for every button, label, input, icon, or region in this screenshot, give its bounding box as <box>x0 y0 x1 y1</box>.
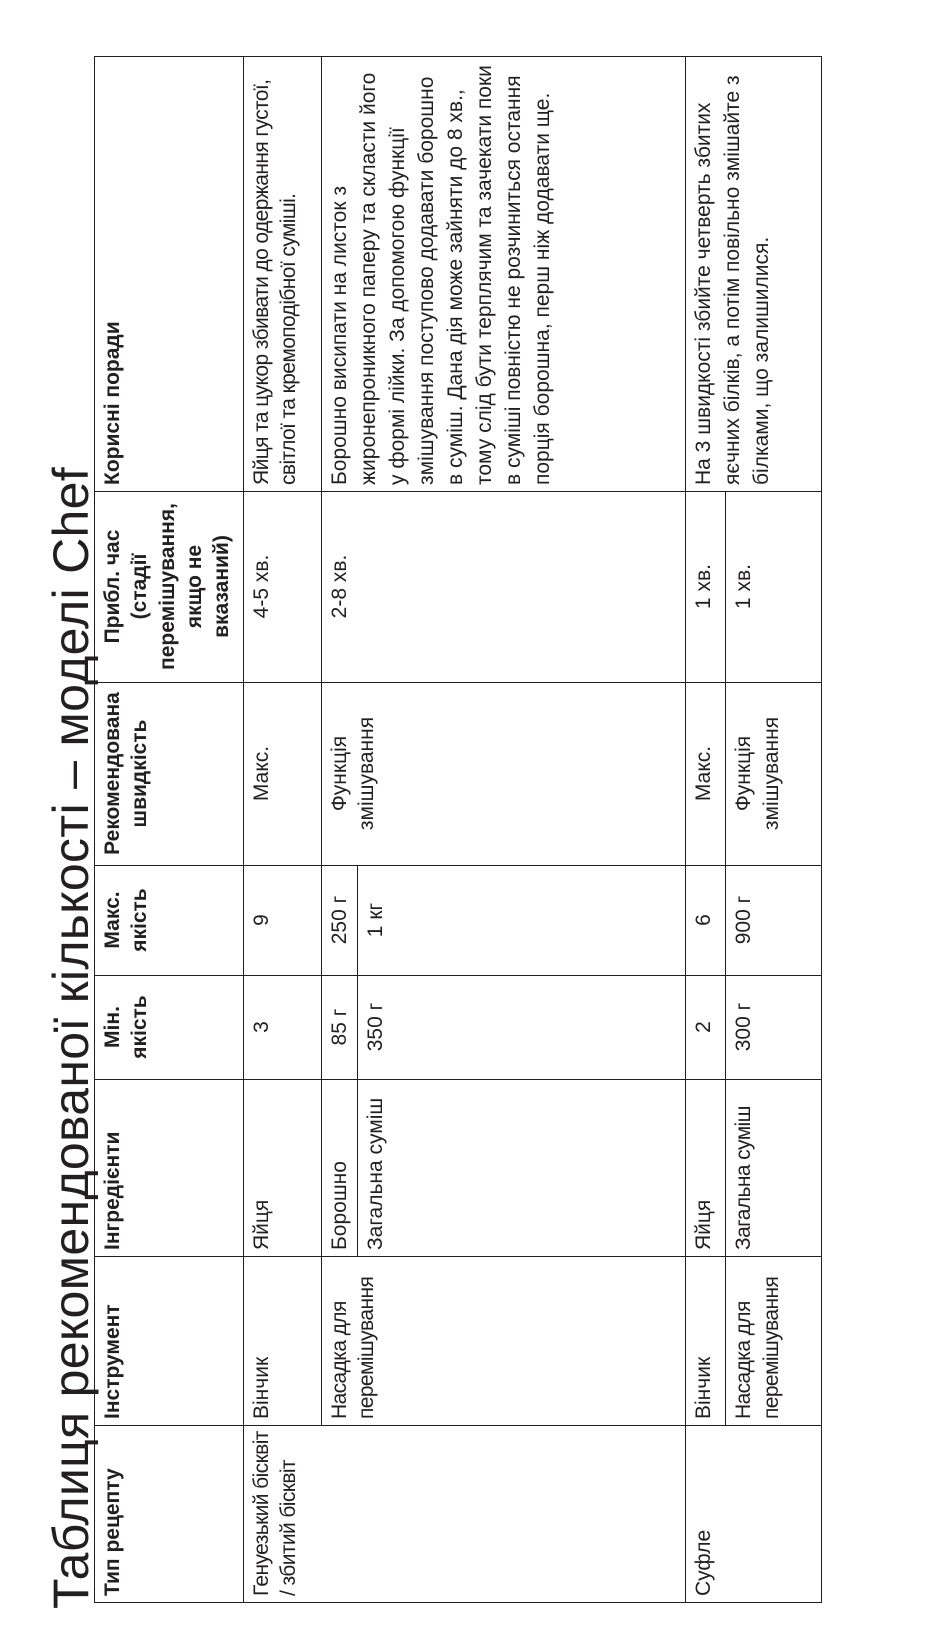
time-cell: 2-8 хв. <box>322 492 686 683</box>
tool-cell: Вінчик <box>244 1257 322 1426</box>
time-cell: 4-5 хв. <box>244 492 322 683</box>
tool-cell: Вінчик <box>686 1257 726 1426</box>
ingredient-cell: Яйця <box>244 1080 322 1257</box>
header-min-qty: Мін. якість <box>95 976 244 1080</box>
tip-cell: Яйця та цукор збивати до одержання густої, світлої та кремоподібної суміші. <box>244 57 322 492</box>
max-qty-cell: 250 г <box>322 866 358 976</box>
table-header-row <box>95 57 244 1603</box>
min-qty-cell: 2 <box>686 976 726 1080</box>
tool-cell: Насадка для перемішування <box>322 1257 686 1426</box>
speed-cell: Макс. <box>686 683 726 866</box>
ingredient-cell: Загальна суміш <box>726 1080 822 1257</box>
ingredient-cell: Яйця <box>686 1080 726 1257</box>
max-qty-cell: 1 кг <box>358 866 686 976</box>
header-recipe-type: Тип рецепту <box>95 1426 244 1603</box>
table-row <box>686 57 726 1603</box>
recipe-type-cell: Суфле <box>686 1426 822 1603</box>
recommended-quantities-table <box>94 56 822 1603</box>
min-qty-cell: 350 г <box>358 976 686 1080</box>
table-row <box>244 57 322 1603</box>
time-cell: 1 хв. <box>726 492 822 683</box>
tip-cell: Борошно висипати на листок з жиронепроникного паперу та скласти його у формі лійки. За допомогою функції змішування поступово додавати борошно в суміш. Дана дія може зайняти до 8 хв., тому слід бути терплячим та зачекати поки в суміші повністю не розчиниться остання порція борошна, перш ніж додавати ще. <box>322 57 686 492</box>
speed-cell: Функція змішування <box>322 683 686 866</box>
header-speed: Рекомендована швидкість <box>95 683 244 866</box>
table-row <box>322 57 358 1603</box>
max-qty-cell: 900 г <box>726 866 822 976</box>
header-max-qty: Макс. якість <box>95 866 244 976</box>
ingredient-cell: Загальна суміш <box>358 1080 686 1257</box>
tool-cell: Насадка для перемішування <box>726 1257 822 1426</box>
speed-cell: Функція змішування <box>726 683 822 866</box>
ingredient-cell: Борошно <box>322 1080 358 1257</box>
max-qty-cell: 9 <box>244 866 322 976</box>
header-tool: Інструмент <box>95 1257 244 1426</box>
speed-cell: Макс. <box>244 683 322 866</box>
min-qty-cell: 85 г <box>322 976 358 1080</box>
recipe-type-cell: Генуезький бісквіт / збитий бісквіт <box>244 1426 686 1603</box>
header-ingredients: Інгредієнти <box>95 1080 244 1257</box>
header-tips: Корисні поради <box>95 57 244 492</box>
max-qty-cell: 6 <box>686 866 726 976</box>
min-qty-cell: 300 г <box>726 976 822 1080</box>
min-qty-cell: 3 <box>244 976 322 1080</box>
page-title: Таблиця рекомендованої кількості – моделі Chef <box>42 467 99 1609</box>
tip-cell: На 3 швидкості збийте четверть збитих яєчних білків, а потім повільно змішайте з білками, що залишилися. <box>686 57 822 492</box>
time-cell: 1 хв. <box>686 492 726 683</box>
header-time: Прибл. час (стадії перемішування, якщо не вказаний) <box>95 492 244 683</box>
